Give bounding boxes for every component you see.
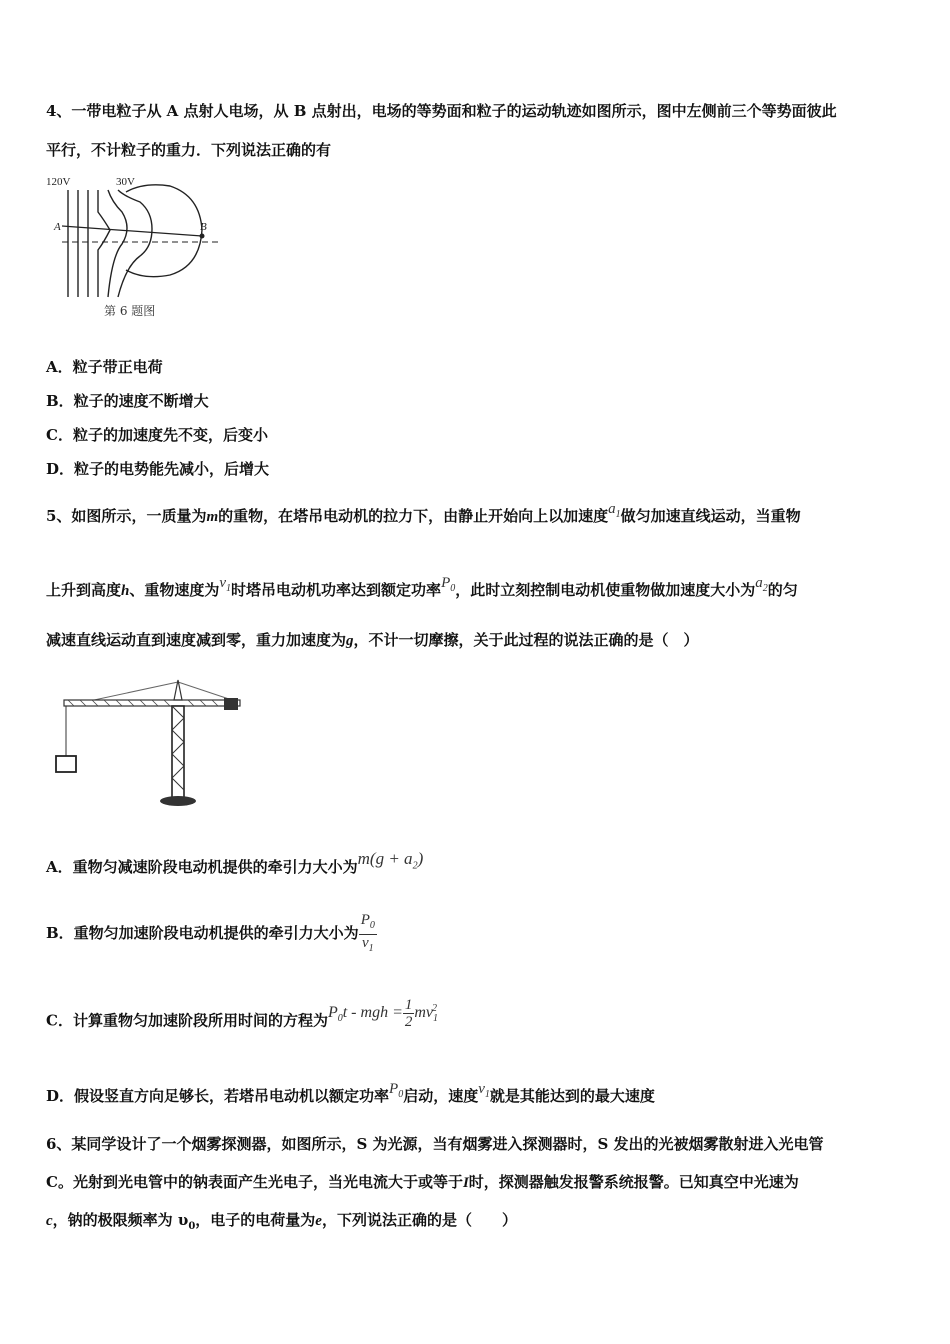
math-c-p0: P xyxy=(327,1004,338,1022)
math-h: h xyxy=(121,583,130,599)
figure-caption: 第 6 题图 xyxy=(104,304,156,318)
q5-option-d xyxy=(46,1080,655,1119)
q4-option-b: B．粒子的速度不断增大 xyxy=(46,392,209,410)
frac-den: v xyxy=(361,934,369,951)
math-p0: P xyxy=(441,575,451,591)
q6-text: 时，探测器触发报警系统报警。已知真空中光速为 xyxy=(468,1173,799,1191)
math-d-v1-sub: 1 xyxy=(484,1089,490,1100)
q4-stem-line1: 4、一带电粒子从 A 点射人电场，从 B 点射出，电场的等势面和粒子的运动轨迹如图所示，图中左侧前三个等势面彼此 xyxy=(46,102,837,120)
q5-option-d-text: 就是其能达到的最大速度 xyxy=(489,1087,655,1105)
q4-stem-line2: 平行，不计粒子的重力．下列说法正确的有 xyxy=(46,141,332,159)
math-option-a-close: ) xyxy=(417,849,424,868)
math-d-v1: v xyxy=(478,1081,485,1097)
math-c-mv-sup: 2 xyxy=(432,1003,438,1014)
label-a: A xyxy=(54,221,61,233)
q5-option-a xyxy=(46,849,424,889)
q4-option-d: D．粒子的电势能先减小，后增大 xyxy=(46,460,270,478)
math-a1-sub: 1 xyxy=(615,509,621,520)
math-d-p0: P xyxy=(389,1081,399,1097)
q5-option-c xyxy=(46,990,443,1044)
q6-stem-line1: 6、某同学设计了一个烟雾探测器，如图所示，S 为光源，当有烟雾进入探测器时，S 发出的光被烟雾散射进入光电管 xyxy=(46,1135,824,1153)
q5-text: ，此时立刻控制电动机使重物做加速度大小为 xyxy=(455,581,756,599)
math-c-mid: t - mgh = xyxy=(342,1004,403,1022)
math-option-a: m(g + a xyxy=(357,849,413,868)
q4-option-a: A．粒子带正电荷 xyxy=(46,358,163,376)
q5-option-c-text: C．计算重物匀加速阶段所用时间的方程为 xyxy=(46,1011,328,1030)
math-e: e xyxy=(315,1213,322,1229)
math-c-p0-sub: 0 xyxy=(337,1013,343,1025)
label-b: B xyxy=(200,221,207,233)
q5-option-b xyxy=(46,906,377,960)
q6-text: C。光射到光电管中的钠表面产生光电子，当光电流大于或等于 xyxy=(46,1173,463,1191)
q5-text: 的重物，在塔吊电动机的拉力下，由静止开始向上以加速度 xyxy=(218,507,609,525)
math-m: m xyxy=(206,509,219,525)
fraction-half xyxy=(403,997,415,1030)
frac-half-num: 1 xyxy=(404,996,413,1013)
math-i: I xyxy=(462,1175,469,1191)
q6-text: ，钠的极限频率为 υ xyxy=(52,1211,189,1229)
tower-crane-figure xyxy=(48,676,248,811)
label-30v: 30V xyxy=(116,176,135,188)
q5-stem-line3 xyxy=(46,630,699,651)
q4-option-c: C．粒子的加速度先不变，后变小 xyxy=(46,426,268,444)
math-a1: a xyxy=(608,501,616,517)
frac-num: P xyxy=(360,911,370,928)
q5-option-d-text: 启动，速度 xyxy=(403,1087,479,1105)
q5-option-b-text: B．重物匀加速阶段电动机提供的牵引力大小为 xyxy=(46,924,359,942)
math-c-mv: mv xyxy=(414,1004,434,1022)
q5-text: ，不计一切摩擦，关于此过程的说法正确的是（ ） xyxy=(353,631,699,649)
label-120v: 120V xyxy=(46,176,71,188)
q5-text: 做匀加速直线运动，当重物 xyxy=(620,507,801,525)
q5-text: 上升到高度 xyxy=(46,581,122,599)
q5-stem-line1 xyxy=(46,501,801,533)
math-v1: v xyxy=(219,575,227,591)
math-c: c xyxy=(46,1213,53,1229)
math-nu0-sub: 0 xyxy=(188,1221,196,1232)
math-a2-sub: 2 xyxy=(762,583,768,594)
math-p0-sub: 0 xyxy=(450,583,456,594)
q5-option-a-text: A．重物匀减速阶段电动机提供的牵引力大小为 xyxy=(46,858,358,876)
math-a2: a xyxy=(755,575,763,591)
frac-den-sub: 1 xyxy=(368,942,374,954)
q6-stem-line2 xyxy=(46,1172,799,1193)
math-c-mv-sub: 1 xyxy=(433,1013,439,1025)
q6-text: ，电子的电荷量为 xyxy=(195,1211,316,1229)
math-option-a-sub: 2 xyxy=(412,860,418,872)
math-d-p0-sub: 0 xyxy=(398,1089,404,1100)
frac-num-sub: 0 xyxy=(369,919,375,931)
frac-half-den: 2 xyxy=(404,1013,413,1030)
q5-stem-line2 xyxy=(46,575,798,607)
q5-text: 、重物速度为 xyxy=(129,581,220,599)
q5-option-d-text: D．假设竖直方向足够长，若塔吊电动机以额定功率 xyxy=(46,1087,390,1105)
fraction-p0-v1 xyxy=(359,912,377,957)
equipotential-figure xyxy=(44,172,224,322)
q5-text: 5、如图所示，一质量为 xyxy=(46,507,207,525)
q5-text: 减速直线运动直到速度减到零，重力加速度为 xyxy=(46,631,347,649)
q6-stem-line3 xyxy=(46,1210,517,1237)
math-g: g xyxy=(346,633,354,649)
math-v1-sub: 1 xyxy=(226,583,232,594)
q5-text: 的匀 xyxy=(767,581,798,599)
q6-text: ，下列说法正确的是（ ） xyxy=(321,1211,517,1229)
q5-text: 时塔吊电动机功率达到额定功率 xyxy=(231,581,442,599)
